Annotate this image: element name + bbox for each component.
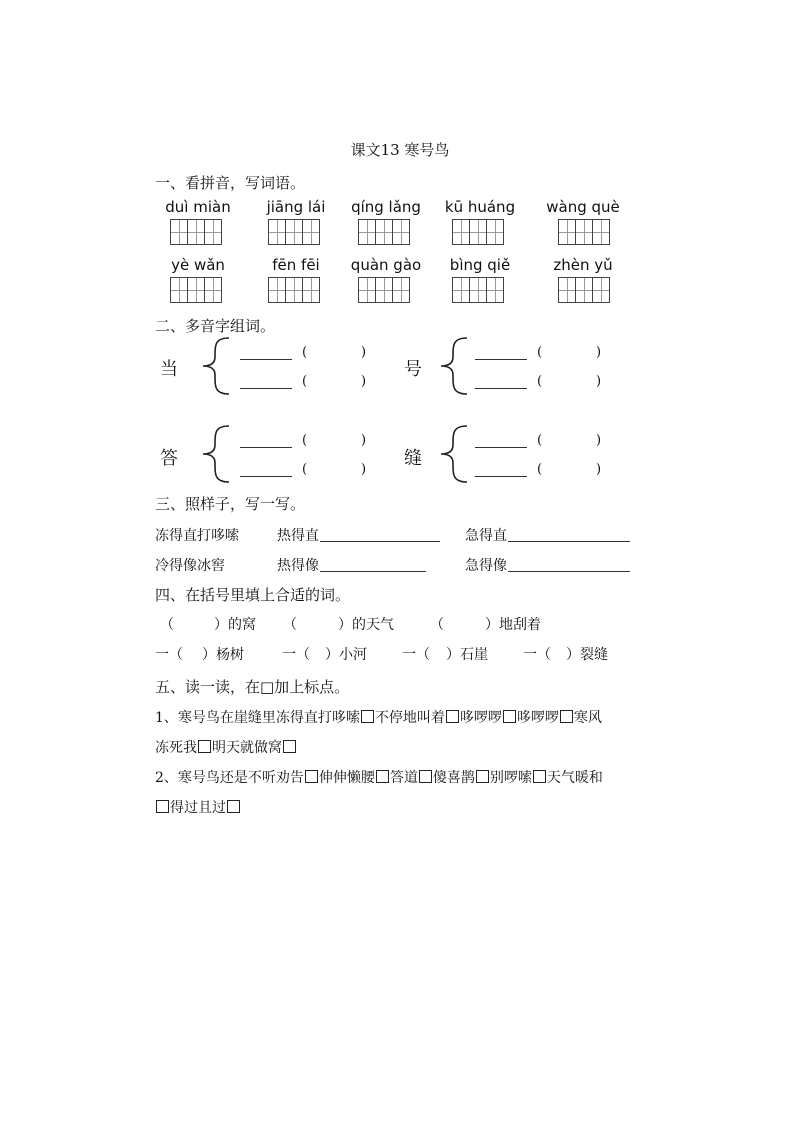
- answer-line[interactable]: [475, 374, 527, 389]
- prompt-phrase: 急得像: [465, 558, 507, 574]
- writing-grid[interactable]: [558, 277, 610, 303]
- answer-line[interactable]: [320, 555, 426, 572]
- writing-grid[interactable]: [268, 277, 320, 303]
- paren-open: (: [302, 345, 308, 360]
- pinyin-4: kū huáng: [444, 198, 516, 216]
- answer-line[interactable]: [475, 345, 527, 360]
- brace-icon: [185, 335, 235, 397]
- answer-line[interactable]: [240, 462, 292, 477]
- fill-text: ）的窝: [214, 617, 256, 633]
- writing-grid[interactable]: [358, 277, 410, 303]
- answer-line[interactable]: [508, 555, 630, 572]
- writing-grid[interactable]: [170, 277, 222, 303]
- paren-close: ): [596, 462, 602, 477]
- punct-line-3: 2、寒号鸟还是不听劝告 伸伸懒腰 答道 傻喜鹊 别啰嗦 天气暖和: [155, 770, 603, 786]
- pinyin-3: qíng lǎng: [351, 198, 421, 216]
- pinyin-2: jiāng lái: [266, 198, 326, 216]
- fill-text: ）小河: [325, 647, 367, 663]
- brace-icon: [185, 423, 235, 485]
- answer-line[interactable]: [508, 525, 630, 542]
- section-1-heading: 一、看拼音，写词语。: [155, 174, 306, 192]
- punct-box[interactable]: [198, 740, 211, 753]
- paren-open: (: [302, 433, 308, 448]
- brace-icon: [423, 423, 473, 485]
- punct-box[interactable]: [503, 710, 516, 723]
- answer-line[interactable]: [475, 462, 527, 477]
- paren-open: (: [537, 374, 543, 389]
- pinyin-5: wàng què: [546, 198, 620, 216]
- fill-bracket: 一（: [523, 647, 551, 663]
- paren-close: ): [361, 345, 367, 360]
- pinyin-1: duì miàn: [165, 198, 231, 216]
- section-2-heading: 二、多音字组词。: [155, 317, 276, 335]
- answer-line[interactable]: [475, 433, 527, 448]
- pinyin-9: bìng qiě: [449, 256, 511, 274]
- answer-line[interactable]: [320, 525, 440, 542]
- paren-close: ): [596, 374, 602, 389]
- polyphone-char: 缝: [404, 448, 422, 469]
- paren-close: ): [596, 345, 602, 360]
- prompt-phrase: 热得直: [277, 528, 319, 544]
- writing-grid[interactable]: [452, 277, 504, 303]
- answer-line[interactable]: [240, 433, 292, 448]
- punct-box[interactable]: [361, 710, 374, 723]
- paren-close: ): [596, 433, 602, 448]
- prompt-phrase: 急得直: [465, 528, 507, 544]
- paren-open: (: [537, 462, 543, 477]
- fill-text: ）杨树: [202, 647, 244, 663]
- punct-box[interactable]: [560, 710, 573, 723]
- paren-close: ): [361, 462, 367, 477]
- fill-bracket: （: [160, 617, 174, 633]
- polyphone-char: 号: [404, 359, 422, 380]
- paren-close: ): [361, 374, 367, 389]
- punct-box[interactable]: [419, 770, 432, 783]
- prompt-phrase: 热得像: [277, 558, 319, 574]
- brace-icon: [423, 335, 473, 397]
- writing-grid[interactable]: [358, 219, 410, 245]
- writing-grid[interactable]: [558, 219, 610, 245]
- punct-box[interactable]: [156, 800, 169, 813]
- paren-open: (: [537, 345, 543, 360]
- paren-open: (: [302, 374, 308, 389]
- pinyin-8: quàn gào: [350, 256, 422, 274]
- paren-close: ): [361, 433, 367, 448]
- punct-line-4: 得过且过: [155, 797, 241, 817]
- punct-box[interactable]: [476, 770, 489, 783]
- fill-bracket: 一（: [155, 647, 183, 663]
- fill-bracket: （: [283, 617, 297, 633]
- example-phrase: 冷得像冰窖: [155, 558, 225, 574]
- answer-line[interactable]: [240, 345, 292, 360]
- punct-line-2: 冻死我 明天就做窝: [155, 737, 297, 757]
- polyphone-char: 当: [160, 359, 178, 380]
- example-phrase: 冻得直打哆嗦: [155, 528, 239, 544]
- pinyin-7: fēn fēi: [272, 256, 320, 274]
- fill-text: ）地刮着: [485, 617, 541, 633]
- section-5-heading: 五、读一读，在□加上标点。: [155, 678, 350, 696]
- writing-grid[interactable]: [268, 219, 320, 245]
- punct-box[interactable]: [305, 770, 318, 783]
- writing-grid[interactable]: [170, 219, 222, 245]
- fill-bracket: （: [430, 617, 444, 633]
- fill-bracket: 一（: [402, 647, 430, 663]
- polyphone-char: 答: [160, 448, 178, 469]
- punct-box[interactable]: [533, 770, 546, 783]
- writing-grid[interactable]: [452, 219, 504, 245]
- punct-box[interactable]: [227, 800, 240, 813]
- punct-box[interactable]: [376, 770, 389, 783]
- fill-text: ）石崖: [446, 647, 488, 663]
- page-title: 课文13 寒号鸟: [350, 141, 450, 159]
- pinyin-10: zhèn yǔ: [553, 256, 613, 274]
- paren-open: (: [537, 433, 543, 448]
- section-4-heading: 四、在括号里填上合适的词。: [155, 586, 351, 604]
- paren-open: (: [302, 462, 308, 477]
- fill-text: ）的天气: [338, 617, 394, 633]
- answer-line[interactable]: [240, 374, 292, 389]
- pinyin-6: yè wǎn: [171, 256, 225, 274]
- section-3-heading: 三、照样子，写一写。: [155, 495, 306, 513]
- fill-bracket: 一（: [282, 647, 310, 663]
- punct-line-1: 1、寒号鸟在崖缝里冻得直打哆嗦 不停地叫着 哆啰啰 哆啰啰 寒风: [155, 710, 602, 726]
- punct-box[interactable]: [446, 710, 459, 723]
- punct-box[interactable]: [283, 740, 296, 753]
- fill-text: ）裂缝: [566, 647, 608, 663]
